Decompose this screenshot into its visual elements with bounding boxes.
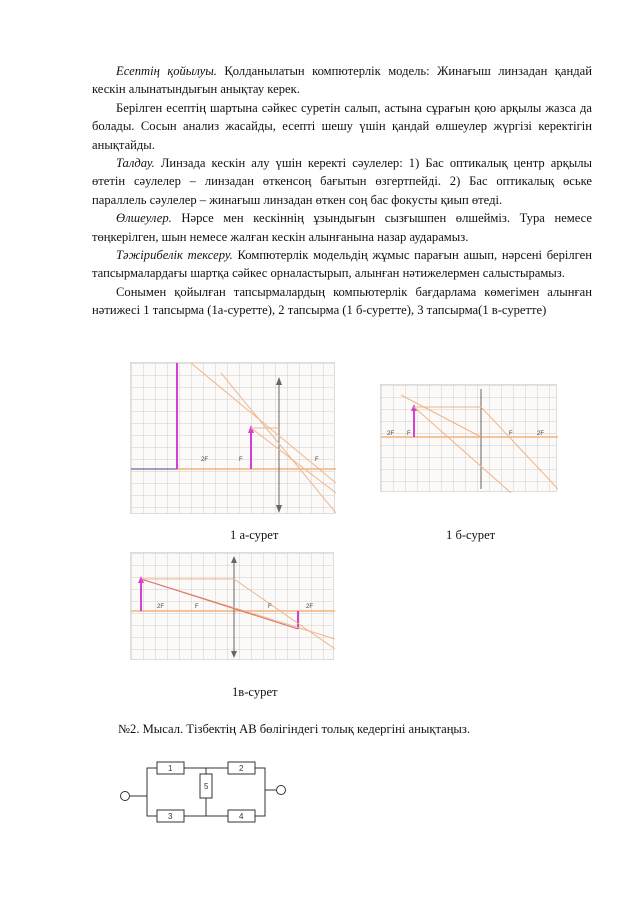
label-f-right: F: [315, 457, 319, 463]
resistor-4-label: 4: [239, 812, 244, 821]
paragraph-experiment: [92, 246, 592, 283]
ray-3: [414, 407, 511, 493]
problem-text: Қолданылатын компютерлік модель: Жинағыш линзадан қандай кескін алынатындығын анықтау керек.: [92, 64, 592, 97]
resistor-1-label: 1: [168, 764, 173, 773]
wire-left-bottom: [147, 796, 157, 816]
document-body: [92, 62, 592, 320]
caption-1a: 1 а-сурет: [230, 528, 279, 542]
paragraph-analysis: [92, 154, 592, 209]
measurements-text: Нәрсе мен кескіннің ұзындығын сызғышпен өлшейміз. Тура немесе төңкерілген, шын немесе жалған кескін алынғанына назар аударамыз.: [92, 211, 592, 244]
label-2f: 2F: [201, 457, 209, 463]
terminal-b: [277, 786, 286, 795]
experiment-label: Тәжірибелік тексеру.: [116, 248, 233, 263]
lens-top-arrow: [276, 377, 282, 385]
lens-bottom-arrow: [276, 505, 282, 513]
paragraph-results: Сонымен қойылған тапсырмалардың компьютерлік бағдарлама көмегімен алынған нәтижесі 1 тапсырма (1а-суретте), 2 тапсырма (1 б-суретте), 3 тапсырма(1 в-суретте): [92, 284, 592, 318]
figure-1a: [130, 362, 335, 514]
circuit-diagram: [115, 752, 295, 832]
analysis-label: Талдау.: [116, 156, 155, 171]
lens-top-arrow: [231, 556, 237, 563]
ray-4: [141, 579, 298, 629]
experiment-text: Компютерлік модельдің жұмыс парағын ашып, нәрсені берілген тапсырмалардағы шартқа сәйкес орналастырып, алынған нәтижелермен салыстырамыз.: [92, 248, 592, 281]
resistor-3-label: 3: [168, 812, 173, 821]
paragraph-measurements: [92, 209, 592, 246]
figure-1b-drawing: [381, 385, 558, 493]
problem-label: Есептің қойылуы.: [116, 64, 217, 78]
ray-2: [234, 579, 335, 649]
terminal-a: [121, 792, 130, 801]
analysis-text: Линзада кескін алу үшін керекті сәулелер: 1) Бас оптикалық центр арқылы өтетін сәулелер – линзадан өткенсоң бағытын өзгертпейді. 2) Бас оптикалық өське параллель сәулелер – жинағыш линзадан өткен соң бас фокусты қиып өтеді.: [92, 156, 592, 207]
figure-1b: [380, 384, 557, 492]
lens-bottom-arrow: [231, 651, 237, 658]
label-f-left: F: [239, 457, 243, 463]
caption-1c: 1в-сурет: [232, 685, 278, 699]
figure-1c: [130, 552, 334, 660]
label-2f: 2F: [157, 604, 165, 610]
example-heading: №2. Мысал. Тізбектің АВ бөлігіндегі толық кедергіні анықтаңыз.: [118, 722, 471, 736]
label-f-left: F: [407, 431, 411, 437]
figure-1a-drawing: [131, 363, 336, 515]
measurements-label: Өлшеулер.: [116, 211, 172, 226]
resistor-5-label: 5: [204, 782, 209, 791]
wire-left: [130, 768, 157, 796]
label-2f-right: 2F: [537, 431, 545, 437]
ray-1: [191, 363, 336, 483]
ray-3: [251, 428, 336, 493]
figure-1c-drawing: [131, 553, 335, 661]
caption-1b: 1 б-сурет: [446, 528, 496, 542]
resistor-2-label: 2: [239, 764, 244, 773]
label-f-right: F: [509, 431, 513, 437]
paragraph-setup: Берілген есептің шартына сәйкес суретін салып, астына сұрағын қою арқылы жазса да болады. Сосын анализ жасайды, есепті шешу үшін қандай өлшеулер жүргізі керектігін анықтайды.: [92, 100, 592, 152]
label-f-left: F: [195, 604, 199, 610]
label-2f: 2F: [387, 431, 395, 437]
paragraph-problem: [92, 62, 592, 99]
label-2f-right: 2F: [306, 604, 314, 610]
label-f-right: F: [268, 604, 272, 610]
wire-right: [255, 768, 265, 816]
